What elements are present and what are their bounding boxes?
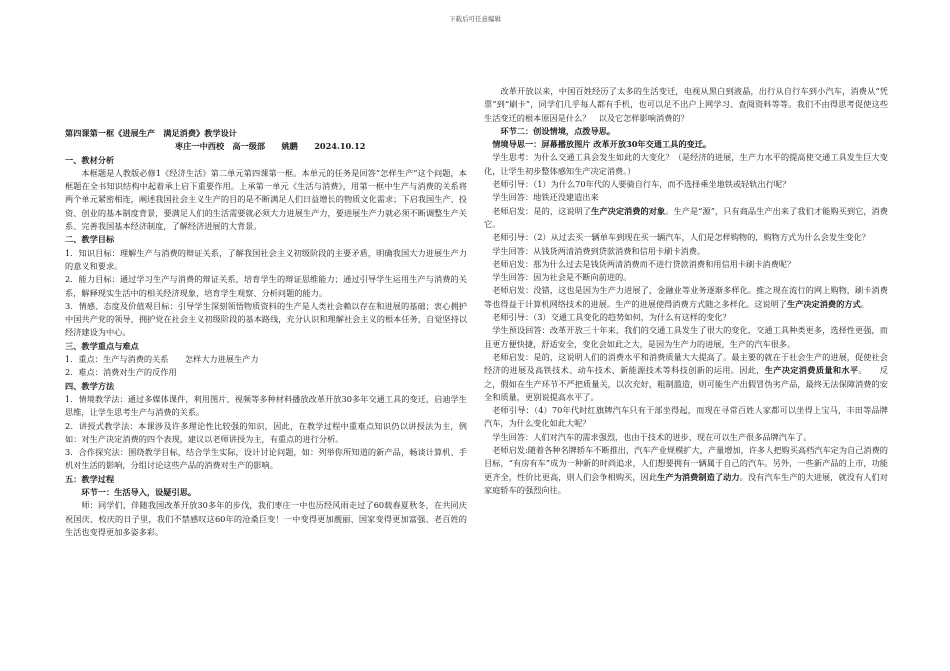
hint-text: 。: [860, 298, 869, 309]
teacher-hint-2: [484, 284, 888, 311]
section-heading-methods: 四、教学方法: [65, 380, 115, 391]
section-heading-key-points: 三、教学重点与难点: [65, 340, 139, 351]
method-item: 3．合作探究法：围绕教学目标，结合学生实际，设计讨论问题，如：列举你所知道的新产品，畅谈计算机、手机对生活的影响，分组讨论这些产品的消费对生产的影响。: [65, 447, 467, 471]
teacher-question-3: 老师引导：（3）交通工具变化的趋势如何，为什么有这样的变化？: [492, 312, 731, 323]
section-heading-process: 五：教学过程: [65, 473, 115, 484]
scenario-one-heading: 情境导思一：屏幕播放图片 改革开放30年交通工具的变迁。: [492, 139, 712, 150]
hint-text: 老师启发：没错，这也是因为生产力进展了，金融业等业务逐渐多样化。推之现在流行的网上购物，刷卡消费等也得益于计算机网络技术的进展。生产的进展使得消费方式随之多样化。这说明了: [484, 285, 888, 309]
student-answer-3: 学生预设回答：改革开放三十年来，我们的交通工具发生了很大的变化，交通工具种类更多，选择性更强，而且更方便快捷，舒适安全，变化会如此之大，是因为生产力的进展，生产的汽车很多。: [484, 325, 888, 349]
right-column: [484, 85, 888, 497]
hint-text: 。 反之，假如在生产环节不严把质量关，以次充好，粗制滥造，则可能生产出假冒伪劣产品，最终无法保障消费的安全和质量，更别说提高水平了。: [484, 365, 888, 402]
teacher-question-1: 老师引导：（1）为什么70年代的人要骑自行车，而不选择乘坐地铁或轻轨出行呢？: [492, 179, 791, 190]
hint-keypoint: 生产决定消费的方式: [786, 298, 861, 309]
hint-text: 。生产是“源”，只有商品生产出来了我们才能购买到它，消费它。: [484, 205, 888, 229]
teacher-hint-4: [484, 444, 888, 497]
left-column: [65, 127, 467, 539]
teacher-question-4: 老师引导：（4）70年代时红旗牌汽车只有干部坐得起，而现在寻常百姓人家都可以坐得上宝马，丰田等品牌汽车，为什么变化如此大呢？: [484, 405, 888, 429]
intro-paragraph: 改革开放以来，中国百姓经历了太多的生活变迁，电视从黑白到液晶，出行从自行车到小汽车，消费从“凭票”到“刷卡”，同学们几乎每人都有手机，也可以足不出户上网学习、查阅资料等等。我们不由得思考促使这些生活变迁的根本原因是什么？ 以及它怎样影响消费的？: [484, 86, 888, 123]
goal-item: 2．能力目标：通过学习生产与消费的辩证关系，培育学生的辩证思维能力；通过引导学生运用生产与消费的关系，解释现实生活中的相关经济现象，培育学生观察、分析问题的能力。: [65, 274, 467, 298]
key-point-item: 2．难点：消费对生产的反作用: [65, 367, 177, 378]
hint-keypoint: 生产决定消费的对象: [591, 205, 666, 216]
step-one-heading: 环节一：生活导入，设疑引思。: [81, 487, 197, 498]
hint-text: 。没有汽车生产的大进展，就没有人们对家庭轿车的强烈向往。: [484, 471, 888, 495]
student-answer-4: 学生回答：人们对汽车的需求强烈，也由于技术的进步，现在可以生产很多品牌汽车了。: [492, 431, 812, 442]
hint-text: 老师启发:随着各种名牌轿车不断推出，汽车产业规模扩大，产量增加，许多人把购买高档汽车定为自己消费的目标，“有房有车”成为一种新的时尚追求，人们想要拥有一辆属于自己的汽车。另外，一些新产品的上市，功能更齐全，性价比更高，则人们会争相购买，因此: [484, 445, 888, 482]
section-heading-analysis: 一、教材分析: [65, 154, 115, 165]
student-thinking: 学生思考：为什么交通工具会发生如此的大变化？（是经济的进展，生产力水平的提高使交通工具发生巨大变化，让学生初步整体感知生产决定消费。）: [484, 152, 888, 176]
step-two-heading: 环节二：创设情境，点拨导思。: [500, 125, 616, 136]
teacher-hint-3: [484, 351, 888, 404]
teacher-hint-2a: 老师启发：那为什么过去是钱货两清消费而不进行贷款消费和用信用卡刷卡消费呢？: [492, 258, 796, 269]
goal-item: 3．情感、态度及价值观目标：引导学生深刻领悟物质资料的生产是人类社会赖以存在和进展的基础；衷心拥护中国共产党的领导，拥护党在社会主义初级阶段的基本路线，充分认识和理解社会主义的根本任务，自觉坚持以经济建设为中心。: [65, 300, 467, 338]
hint-text: 老师启发：是的，这说明了: [492, 205, 592, 216]
key-point-item: 1．重点：生产与消费的关系 怎样大力进展生产力: [65, 354, 259, 365]
process-paragraph: 师：同学们，伴随我国改革开放30多年的步伐，我们枣庄一中也历经风雨走过了60载春夏秋冬，在共同庆祝国庆、校庆的日子里，我们不禁感叹这60年的沧桑巨变！一中变得更加靓丽、国家变得更加富强、老百姓的生活也变得更加多姿多彩。: [65, 500, 467, 537]
student-answer-2: 学生回答：从钱货两清消费到贷款消费和信用卡刷卡消费。: [492, 245, 706, 256]
hint-keypoint: 生产决定消费质量和水平: [764, 365, 859, 376]
goal-item: 1．知识目标：理解生产与消费的辩证关系，了解我国社会主义初级阶段的主要矛盾，明确我国大力进展生产力的意义和要求。: [65, 247, 467, 271]
hint-text: 老师启发：是的，这说明人们的消费水平和消费质量大大提高了。最主要的就在于社会生产的进展，促使社会经济的进展及高铁技术、动车技术、新能源技术等科技创新的运用。因此，: [484, 351, 888, 376]
method-item: 1．情境教学法：通过多媒体课件，利用图片、视频等多种材料播放改革开放30多年交通工具的变迁，启迪学生思维，让学生思考生产与消费的关系。: [65, 393, 467, 418]
hint-keypoint: 生产为消费制造了动力: [657, 471, 740, 482]
student-answer-1: 学生回答：地铁还没建造出来: [492, 192, 599, 203]
method-item: 2．讲授式教学法：本课涉及许多理论性比较强的知识，因此，在教学过程中重难点知识仍以讲授法为主，例如：对生产决定消费的四个表现，建议以老师讲授为主，有重点的进行分析。: [65, 420, 467, 444]
doc-author-line: 枣庄一中西校 高一级部 姚鹏 2024.10.12: [175, 141, 366, 152]
doc-title: 第四课第一框《进展生产 满足消费》教学设计: [65, 128, 237, 138]
student-answer-2b: 学生回答：因为社会是不断向前进的。: [492, 272, 632, 283]
teacher-hint-1: [484, 205, 888, 232]
page-header-note: 下载后可任意编辑: [449, 15, 501, 23]
section-heading-goals: 二、教学目标: [65, 234, 115, 245]
analysis-paragraph: 本框题是人教版必修1《经济生活》第二单元第四课第一框。本单元的任务是回答“怎样生产”这个问题，本框题在全书知识结构中起着承上启下重要作用。上承第一单元《生活与消费》，用第一框中生产与消费的关系将两个单元紧密相连，阐述我国社会主义生产的目的是不断满足人们日益增长的物质文化需求；下启我国生产、投资、创业的基本制度背景，要满足人们的生活需要就必须大力进展生产力，要进展生产力就必须不断调整生产关系、完善我国基本经济制度，了解经济进展的大背景。: [65, 167, 467, 232]
teacher-question-2: 老师引导：（2）从过去买一辆单车到现在买一辆汽车，人们是怎样购物的，购物方式为什么会发生变化？: [492, 232, 870, 243]
